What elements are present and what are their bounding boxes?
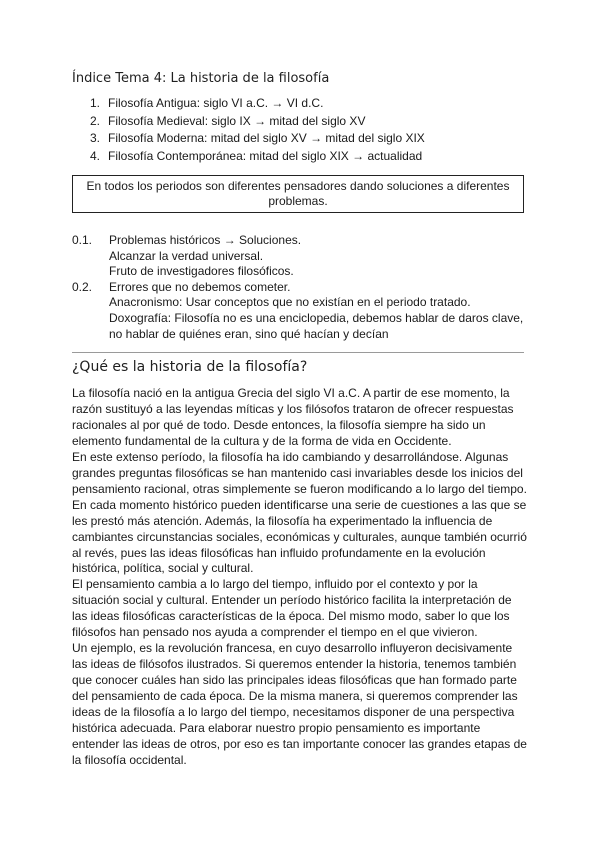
section-divider bbox=[72, 352, 524, 353]
outline-item bbox=[72, 280, 532, 296]
index-item-text: Filosofía Moderna: mitad del siglo XV → mitad del siglo XIX bbox=[108, 131, 425, 145]
outline-item-number: 0.2. bbox=[72, 279, 93, 294]
summary-box bbox=[72, 175, 524, 213]
outline-item-text: Problemas históricos → Soluciones. bbox=[109, 233, 302, 247]
index-item-number: 3. bbox=[90, 131, 101, 145]
index-item-number: 2. bbox=[90, 113, 101, 128]
index-list bbox=[90, 95, 425, 165]
index-title: Índice Tema 4: La historia de la filosofía bbox=[72, 71, 330, 86]
paragraph: La filosofía nació en la antigua Grecia del siglo VI a.C. A partir de ese momento, la razón sustituyó a las leyendas míticas y los filósofos trataron de ofrecer respuestas racionales al por qué de todo. Desde entonces, la filosofía siempre ha sido un elemento fundamental de la cultura y de la forma de vida en Occidente. bbox=[72, 386, 514, 448]
outline-subitem: Alcanzar la verdad universal. bbox=[109, 248, 264, 263]
index-item-text: Filosofía Contemporánea: mitad del siglo XIX → actualidad bbox=[108, 148, 423, 163]
paragraph: El pensamiento cambia a lo largo del tiempo, influido por el contexto y por la situación social y cultural. Entender un período histórico facilita la interpretación de las ideas filosóficas características de la época. Del mismo modo, saber lo que los filósofos han pensado nos ayuda a comprender el tiempo en el que vivieron. bbox=[72, 577, 512, 640]
outline-item-number: 0.1. bbox=[72, 233, 93, 247]
index-item-text: Filosofía Medieval: siglo IX → mitad del siglo XV bbox=[108, 113, 366, 128]
section-body bbox=[72, 386, 528, 769]
index-item-number: 1. bbox=[90, 96, 101, 110]
paragraph: Un ejemplo, es la revolución francesa, en cuyo desarrollo influyeron decisivamente las ideas de filósofos ilustrados. Si queremos entender la historia, tenemos también que conocer cuáles han sido las principales ideas filosóficas que han formado parte del pensamiento de cada época. De la misma manera, si queremos comprender las ideas de la filosofía a lo largo del tiempo, necesitamos disponer de una perspectiva histórica adecuada. Para elaborar nuestro propio pensamiento es importante entender las ideas de otros, por eso es tan importante conocer las grandes etapas de la filosofía occidental. bbox=[72, 641, 527, 767]
index-item bbox=[90, 130, 425, 148]
index-item bbox=[90, 148, 425, 166]
outline-subitem: Fruto de investigadores filosóficos. bbox=[109, 264, 294, 279]
outline-item-text: Errores que no debemos cometer. bbox=[109, 279, 291, 294]
section-title: ¿Qué es la historia de la filosofía? bbox=[72, 359, 308, 375]
index-item-text: Filosofía Antigua: siglo VI a.C. → VI d.C. bbox=[108, 96, 324, 110]
summary-box-text: En todos los periodos son diferentes pensadores dando soluciones a diferentes problemas. bbox=[86, 179, 510, 208]
outline-subitem: Anacronismo: Usar conceptos que no existían en el periodo tratado. bbox=[109, 295, 471, 310]
outline-item bbox=[72, 233, 532, 249]
index-item bbox=[90, 113, 425, 131]
outline bbox=[72, 233, 532, 342]
index-item-number: 4. bbox=[90, 148, 101, 163]
index-item bbox=[90, 95, 425, 113]
outline-subitem: Doxografía: Filosofía no es una enciclopedia, debemos hablar de daros clave, no hablar de quiénes eran, sino qué hacían y decían bbox=[109, 310, 524, 341]
paragraph: En este extenso período, la filosofía ha ido cambiando y desarrollándose. Algunas grandes preguntas filosóficas se han mantenido casi invariables desde los inicios del pensamiento racional, otras simplemente se fueron modificando a lo largo del tiempo. En cada momento histórico pueden identificarse una serie de cuestiones a las que se les prestó más atención. Además, la filosofía ha experimentado la influencia de cambiantes circunstancias sociales, económicas y culturales, aunque también ocurrió al revés, pues las ideas filosóficas han influido profundamente en la evolución histórica, política, social y cultural. bbox=[72, 449, 527, 576]
